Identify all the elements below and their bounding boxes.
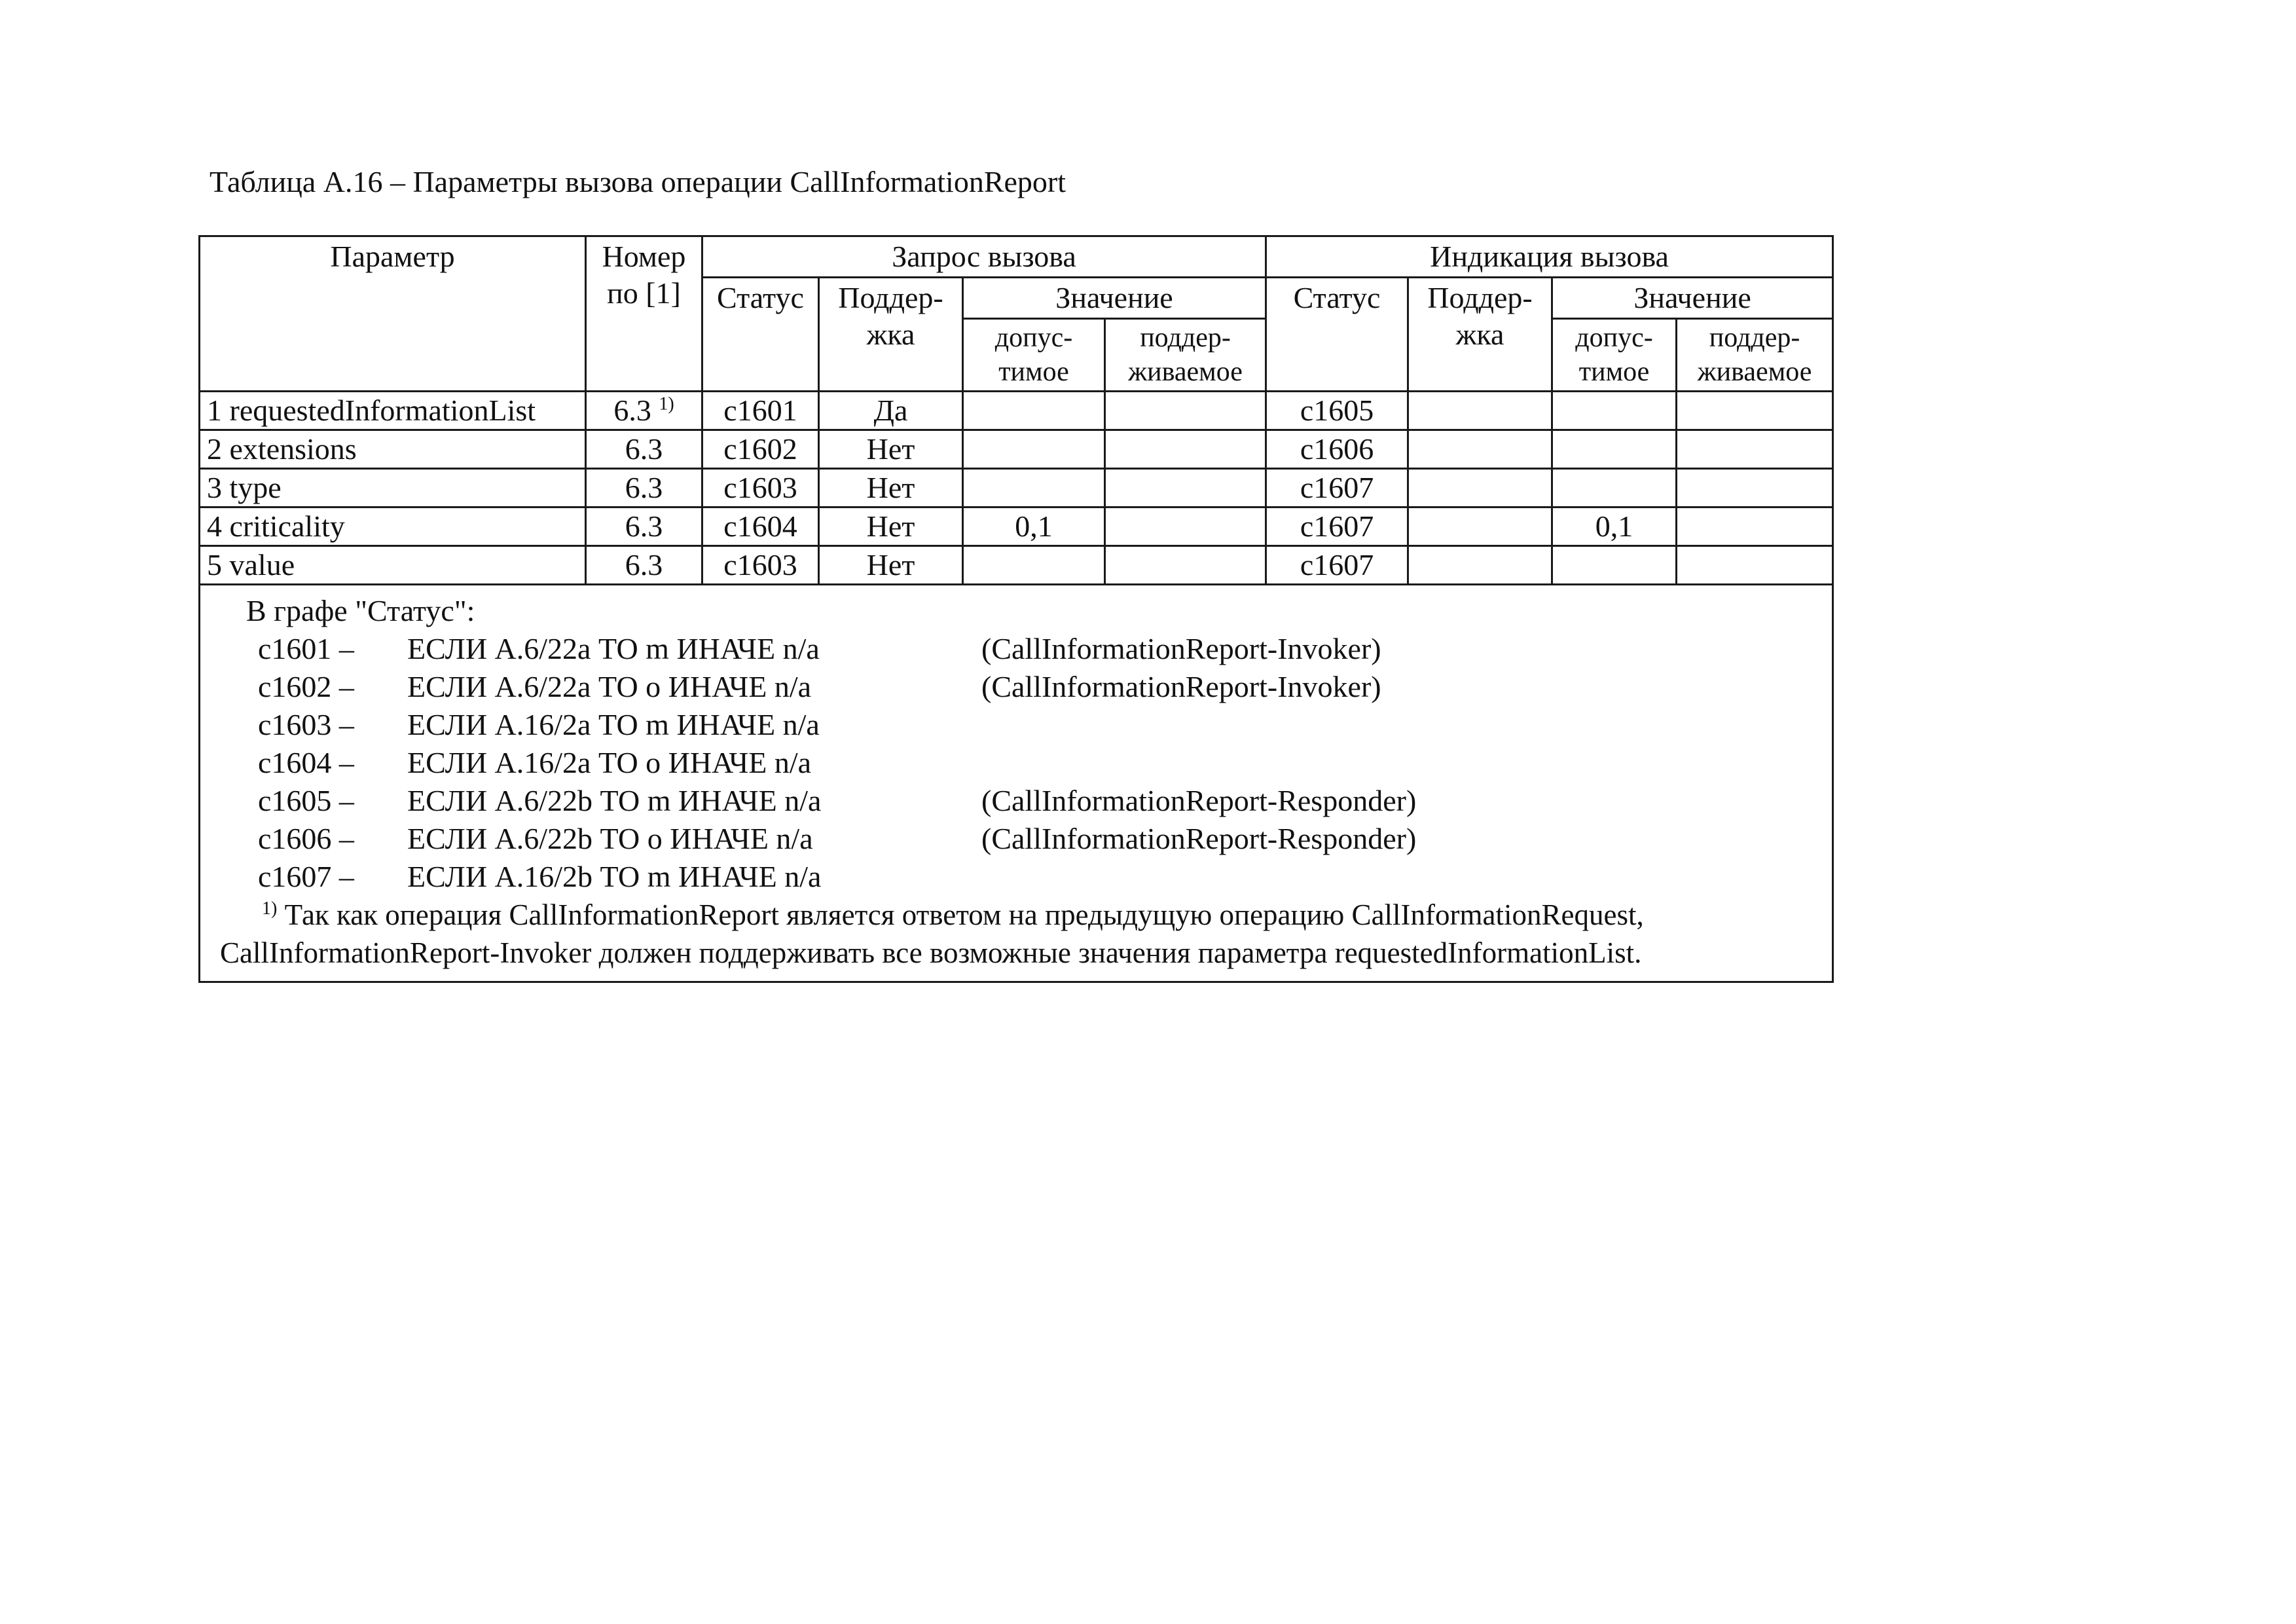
row-param: 5 value (200, 546, 586, 585)
row-ind-status: c1606 (1266, 430, 1408, 469)
condition-role: (CallInformationReport-Invoker) (981, 632, 1381, 665)
table-caption: Таблица А.16 – Параметры вызова операции CallInformationReport (210, 165, 1066, 198)
row-req-status: c1604 (702, 507, 819, 546)
row-req-status: c1602 (702, 430, 819, 469)
row-param: 1 requestedInformationList (200, 392, 586, 430)
row-ind-supported (1677, 546, 1833, 585)
condition-code: c1601 – (258, 632, 354, 665)
condition-role (981, 744, 1636, 782)
header-ind-status: Статус (1266, 278, 1408, 392)
table-row (200, 507, 1833, 546)
header-req-support: Поддер- жка (819, 278, 963, 392)
notes-cell (200, 585, 1833, 982)
condition-role (981, 858, 1636, 896)
row-number: 6.3 (586, 546, 702, 585)
condition-rule: ЕСЛИ A.6/22b ТО m ИНАЧЕ n/a (407, 784, 822, 817)
row-number: 6.3 (586, 469, 702, 507)
row-ind-status: c1607 (1266, 507, 1408, 546)
header-ind-allowed: допус- тимое (1552, 319, 1677, 392)
footnote-mark: 1) (262, 898, 278, 919)
header-req-supported: поддер- живаемое (1105, 319, 1266, 392)
footnote-ref: 1) (659, 394, 674, 415)
header-req-status: Статус (702, 278, 819, 392)
row-ind-supported (1677, 392, 1833, 430)
notes-title: В графе "Статус": (246, 594, 475, 627)
row-req-support: Да (819, 392, 963, 430)
condition-role: (CallInformationReport-Invoker) (981, 670, 1381, 703)
row-req-support: Нет (819, 430, 963, 469)
condition-rule: ЕСЛИ A.6/22b ТО o ИНАЧЕ n/a (407, 822, 813, 855)
header-ind-supported: поддер- живаемое (1677, 319, 1833, 392)
condition-rule: ЕСЛИ A.16/2a ТО o ИНАЧЕ n/a (407, 746, 812, 779)
row-req-allowed (963, 392, 1105, 430)
table-row (200, 430, 1833, 469)
header-ind-value: Значение (1552, 278, 1833, 319)
condition-rule: ЕСЛИ A.16/2b ТО m ИНАЧЕ n/a (407, 860, 822, 893)
row-req-support: Нет (819, 546, 963, 585)
condition-rule: ЕСЛИ A.6/22a ТО m ИНАЧЕ n/a (407, 632, 820, 665)
row-ind-supported (1677, 507, 1833, 546)
row-ind-support (1408, 392, 1552, 430)
table-row (200, 546, 1833, 585)
condition-role: (CallInformationReport-Responder) (981, 784, 1417, 817)
condition-role (981, 706, 1636, 744)
row-ind-allowed (1552, 392, 1677, 430)
header-req-value: Значение (963, 278, 1266, 319)
row-ind-status: c1607 (1266, 546, 1408, 585)
row-param: 3 type (200, 469, 586, 507)
condition-code: c1605 – (258, 784, 354, 817)
row-ind-support (1408, 469, 1552, 507)
footnote-line-1: Так как операция CallInformationReport является ответом на предыдущую операцию CallInformationRequest, (284, 898, 1644, 931)
condition-rule: ЕСЛИ A.6/22a ТО o ИНАЧЕ n/a (407, 670, 812, 703)
row-number: 6.3 (586, 507, 702, 546)
row-req-support: Нет (819, 507, 963, 546)
row-ind-supported (1677, 469, 1833, 507)
row-req-allowed: 0,1 (963, 507, 1105, 546)
header-number: Номер по [1] (586, 236, 702, 392)
row-ind-allowed (1552, 546, 1677, 585)
condition-code: c1603 – (258, 708, 354, 741)
condition-list (200, 630, 1832, 896)
header-indication: Индикация вызова (1266, 236, 1833, 278)
row-ind-allowed: 0,1 (1552, 507, 1677, 546)
row-param: 2 extensions (200, 430, 586, 469)
row-ind-support (1408, 546, 1552, 585)
condition-code: c1602 – (258, 670, 354, 703)
header-req-allowed: допус- тимое (963, 319, 1105, 392)
row-ind-support (1408, 430, 1552, 469)
header-row-1 (200, 236, 1833, 278)
header-ind-support: Поддер- жка (1408, 278, 1552, 392)
row-req-supported (1105, 392, 1266, 430)
condition-code: c1607 – (258, 860, 354, 893)
row-ind-status: c1607 (1266, 469, 1408, 507)
header-param: Параметр (200, 236, 586, 392)
row-req-supported (1105, 430, 1266, 469)
table-row (200, 469, 1833, 507)
row-req-status: c1603 (702, 546, 819, 585)
row-number: 6.3 (586, 430, 702, 469)
footnote-line-2: CallInformationReport-Invoker должен поддерживать все возможные значения параметра requestedInformationList. (220, 936, 1642, 969)
condition-code: c1604 – (258, 746, 354, 779)
condition-code: c1606 – (258, 822, 354, 855)
row-ind-allowed (1552, 469, 1677, 507)
row-req-allowed (963, 430, 1105, 469)
row-number: 6.3 $^{1)}$ (586, 392, 702, 430)
row-ind-support (1408, 507, 1552, 546)
condition-role: (CallInformationReport-Responder) (981, 822, 1417, 855)
notes-row (200, 585, 1833, 982)
row-req-support: Нет (819, 469, 963, 507)
row-req-allowed (963, 546, 1105, 585)
row-req-supported (1105, 546, 1266, 585)
row-ind-allowed (1552, 430, 1677, 469)
row-param: 4 criticality (200, 507, 586, 546)
row-ind-supported (1677, 430, 1833, 469)
row-req-status: c1601 (702, 392, 819, 430)
header-request: Запрос вызова (702, 236, 1266, 278)
table-row (200, 392, 1833, 430)
row-req-supported (1105, 469, 1266, 507)
condition-rule: ЕСЛИ A.16/2a ТО m ИНАЧЕ n/a (407, 708, 820, 741)
row-req-supported (1105, 507, 1266, 546)
row-req-status: c1603 (702, 469, 819, 507)
row-req-allowed (963, 469, 1105, 507)
row-ind-status: c1605 (1266, 392, 1408, 430)
footnote (200, 896, 1832, 972)
parameters-table (198, 235, 1834, 983)
